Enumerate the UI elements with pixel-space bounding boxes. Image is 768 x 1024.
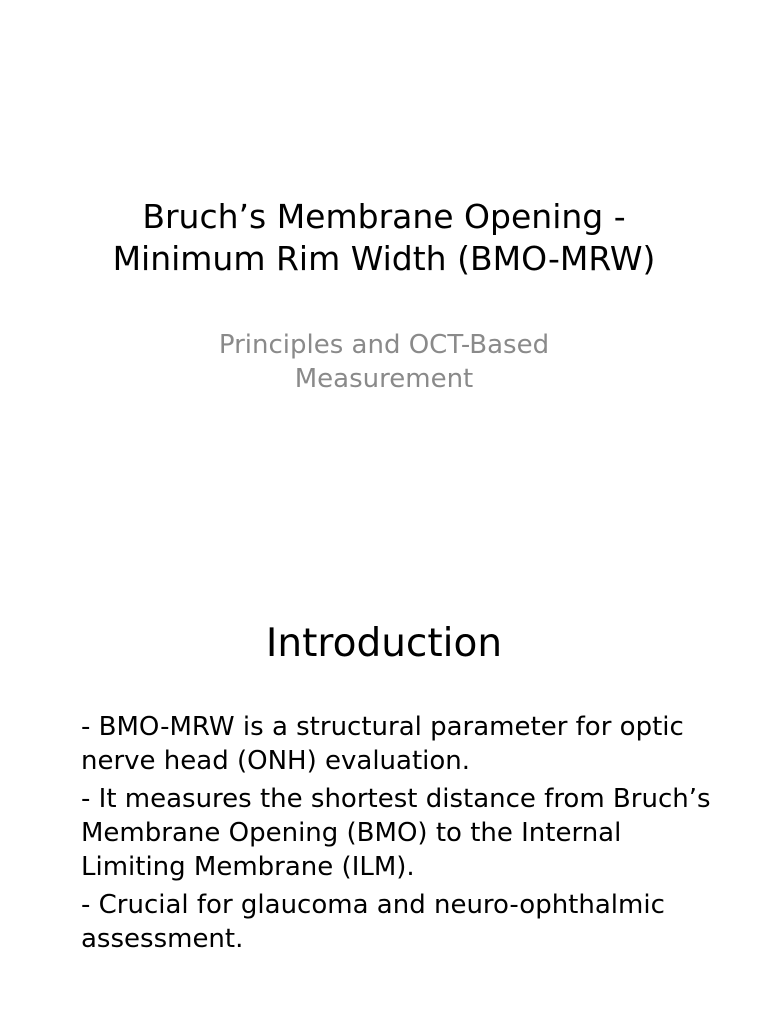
- bullet-item: - Crucial for glaucoma and neuro-ophthalmic assessment.: [81, 890, 665, 954]
- slide-subtitle: [160, 328, 608, 396]
- bullet-item: - BMO-MRW is a structural parameter for optic nerve head (ONH) evaluation.: [81, 712, 684, 776]
- subtitle-line-1: Principles and OCT-Based: [218, 330, 550, 360]
- title-line-1: Bruch’s Membrane Opening -: [142, 197, 626, 236]
- subtitle-line-2: Measurement: [294, 364, 474, 394]
- title-line-2: Minimum Rim Width (BMO-MRW): [112, 239, 656, 278]
- slide-title: [40, 196, 728, 280]
- bullet-list: [81, 710, 731, 960]
- bullet-item: - It measures the shortest distance from Bruch’s Membrane Opening (BMO) to the Internal Limiting Membrane (ILM).: [81, 784, 711, 882]
- section-heading: Introduction: [265, 621, 503, 666]
